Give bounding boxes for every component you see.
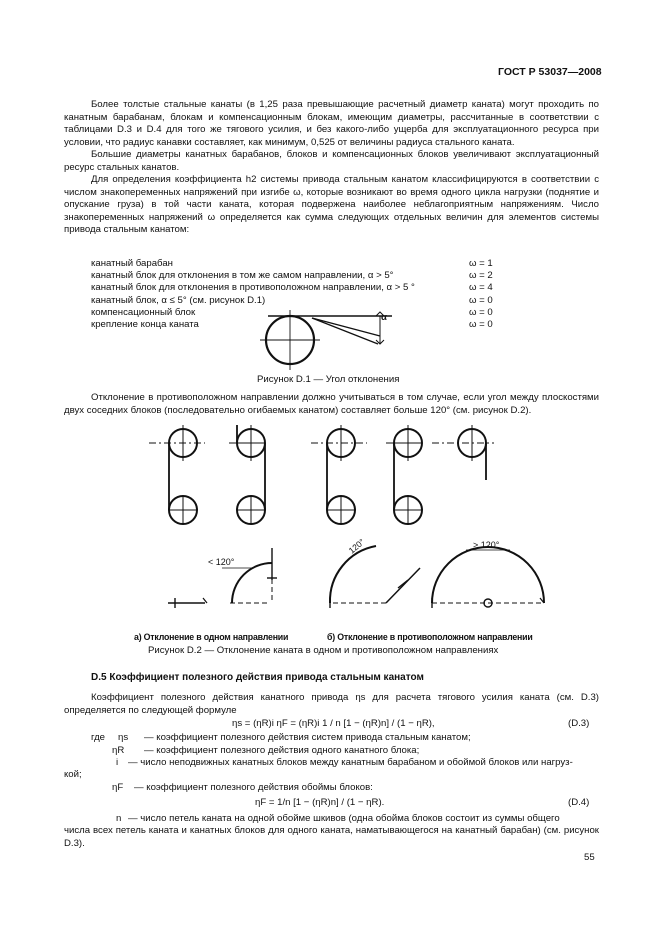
figure-d2-top (149, 425, 494, 524)
figure-d1-alpha-label: α (381, 312, 387, 323)
paragraph-opposite-deflection: Отклонение в противоположном направлении должно учитываться в том случае, если угол между плоскостями двух соседних блоков (последовательно огибаемых канатом) составляет больше 120° (см. рисунок D.2). (64, 392, 599, 416)
omega-row-label: канатный блок, α ≤ 5° (см. рисунок D.1) (91, 294, 266, 306)
omega-row-label: канатный блок для отклонения в том же самом направлении, α > 5° (91, 270, 394, 282)
omega-row-value: ω = 4 (469, 282, 493, 294)
where-text-i-cont: кой; (64, 769, 82, 780)
formula-d3: ηs = (ηR)i ηF = (ηR)i 1 / n [1 − (ηR)n] / (1 − ηR), (232, 718, 435, 729)
omega-row-value: ω = 2 (469, 270, 493, 282)
figure-d2-caption: Рисунок D.2 — Отклонение каната в одном и противоположном направлениях (148, 645, 499, 656)
paragraph-efficiency-intro: Коэффициент полезного действия канатного привода ηs для расчета тягового усилия каната (см. D.3) определяется по следующей формуле (64, 692, 599, 716)
where-text-eta-f: — коэффициент полезного действия обоймы блоков: (134, 782, 373, 793)
omega-row-value: ω = 0 (469, 306, 493, 318)
figure-d1 (260, 310, 392, 370)
n-text: — число петель каната на одной обойме шкивов (одна обойма блоков состоит из суммы общего (128, 813, 560, 824)
omega-row-value: ω = 1 (469, 258, 493, 269)
figure-d2-angle-a: < 120° (208, 557, 235, 567)
n-sym: n (116, 813, 122, 824)
omega-row-label: компенсационный блок (91, 306, 196, 318)
formula-d4: ηF = 1/n [1 − (ηR)n] / (1 − ηR). (255, 797, 385, 808)
where-text-i: — число неподвижных канатных блоков между канатным барабаном и обоймой блоков или нагруз- (128, 757, 573, 768)
paragraph-n-cont: числа всех петель каната и канатных блоков для одного каната, наматывающегося на канатный барабан) (см. рисунок D.3). (64, 825, 599, 849)
paragraph-h2-classification: Для определения коэффициента h2 системы привода стальным канатом классифицируются в соответствии с числом знакопеременных напряжений при изгибе ω, которые возникают во время одного цикла нагрузки (поднятие и опускание груза) в той части каната, которая подвержена наиболее неблагоприятным напряжениям. Число знакопеременных напряжений ω определяется как сумма следующих отдельных величин для элементов системы привода стальным канатом: (64, 174, 599, 236)
figure-d2-angle-b1: 120° (346, 536, 367, 556)
figure-d2-subcaption-b: б) Отклонение в противоположном направлении (327, 632, 533, 642)
where-intro: где (91, 732, 106, 743)
figure-d2-angle-b2: > 120° (473, 540, 500, 550)
formula-d4-number: (D.4) (568, 797, 590, 808)
where-sym-eta-s: ηs (118, 732, 129, 743)
omega-row-label: канатный барабан (91, 258, 173, 269)
where-sym-i: i (116, 757, 119, 768)
section-heading-d5: D.5 Коэффициент полезного действия привода стальным канатом (91, 672, 424, 683)
omega-row-value: ω = 0 (469, 319, 493, 331)
omega-row-label: канатный блок для отклонения в противоположном направлении, α > 5 ° (91, 282, 415, 294)
figure-d1-caption: Рисунок D.1 — Угол отклонения (257, 374, 400, 385)
page-number: 55 (584, 852, 595, 863)
formula-d3-number: (D.3) (568, 718, 590, 729)
paragraph-large-diameters: Большие диаметры канатных барабанов, блоков и компенсационных блоков увеличивают эксплуатационный ресурс стальных канатов. (64, 149, 599, 173)
where-sym-eta-r: ηR (112, 745, 125, 756)
figure-d2-subcaption-a: а) Отклонение в одном направлении (134, 632, 289, 642)
where-sym-eta-f: ηF (112, 782, 124, 793)
paragraph-thick-ropes: Более толстые стальные канаты (в 1,25 раза превышающие расчетный диаметр каната) могут проходить по канатным барабанам, блокам и компенсационным блокам, имеющим диаметры, рассчитанные в соответствии с таблицами D.3 и D.4 для того же тягового усилия, и без какого-либо ущерба для эксплуатационного ресурса при условии, что радиус канавки составляет, как минимум, 0,525 от величины радиуса стального каната. (64, 99, 599, 148)
omega-row-value: ω = 0 (469, 294, 493, 306)
where-text-eta-s: — коэффициент полезного действия систем привода стальным канатом; (144, 732, 471, 743)
document-id: ГОСТ Р 53037—2008 (498, 66, 602, 78)
omega-row-label: крепление конца каната (91, 319, 199, 331)
where-text-eta-r: — коэффициент полезного действия одного канатного блока; (144, 745, 420, 756)
